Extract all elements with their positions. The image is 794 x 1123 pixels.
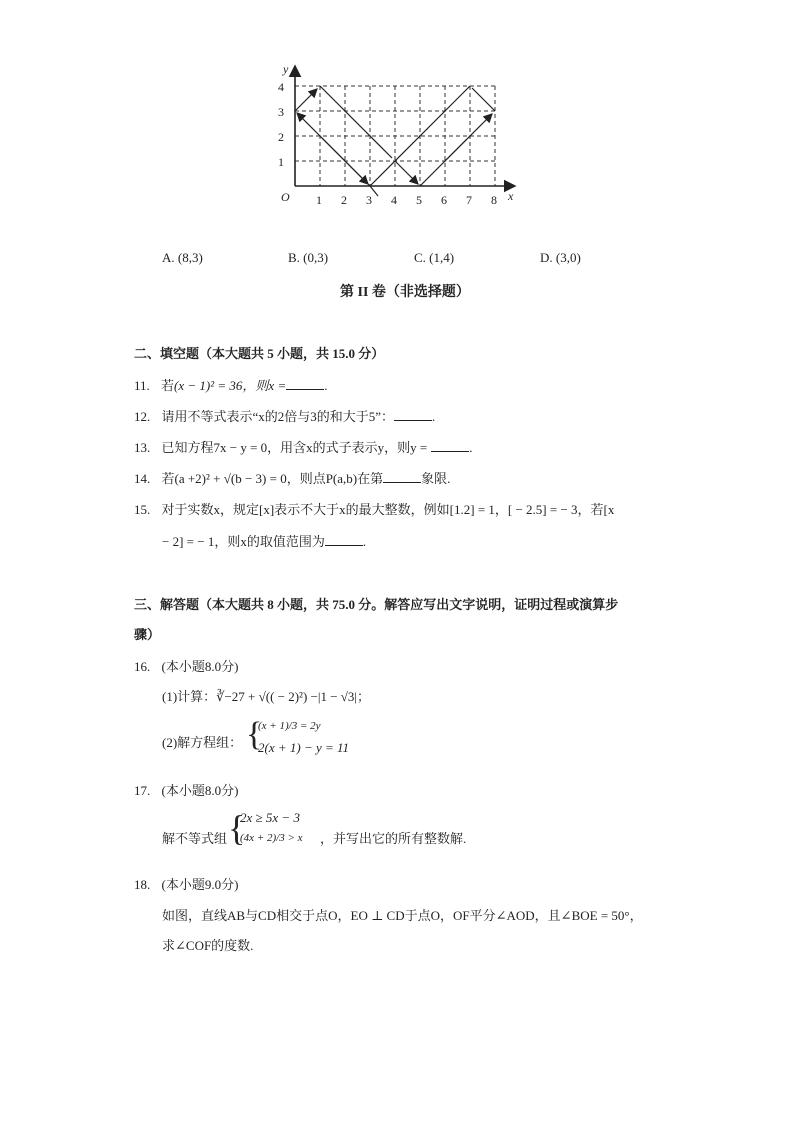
q16-part1: (1)计算：∛−27 + √(( − 2)²) −|1 − √3|； bbox=[162, 689, 371, 704]
option-value: (0,3) bbox=[303, 250, 329, 265]
option-letter: A. bbox=[162, 250, 175, 265]
section3-title: 三、解答题（本大题共 8 小题，共 75.0 分。解答应写出文字说明，证明过程或演算步 bbox=[134, 597, 619, 612]
question-score: (本小题9.0分) bbox=[161, 877, 239, 892]
q15-line2: − 2] = − 1，则x的取值范围为 bbox=[162, 534, 325, 549]
brace-icon: { bbox=[246, 716, 263, 753]
x-axis-label: x bbox=[508, 189, 514, 203]
part2-title: 第 II 卷（非选择题） bbox=[340, 285, 470, 300]
option-value: (1,4) bbox=[429, 250, 455, 265]
q15-end: . bbox=[362, 534, 367, 549]
option-c bbox=[414, 250, 454, 266]
question-score: (本小题8.0分) bbox=[161, 659, 239, 674]
q17-inequality-2: (4x + 2)/3 > x bbox=[240, 832, 303, 844]
q16-equation-1: (x + 1)/3 = 2y bbox=[258, 720, 321, 732]
x-tick-3: 3 bbox=[366, 193, 372, 207]
question-number: 17. bbox=[134, 783, 151, 798]
q14-end: 象限. bbox=[421, 471, 451, 486]
q17-body bbox=[162, 810, 492, 854]
question-number: 16. bbox=[134, 659, 151, 674]
q15-line1: 对于实数x，规定[x]表示不大于x的最大整数，例如[1.2] = 1，[ − 2.5] = − 3，若[x bbox=[161, 502, 615, 517]
section2-title: 二、填空题（本大题共 5 小题，共 15.0 分） bbox=[134, 346, 385, 361]
dashed-grid bbox=[295, 86, 495, 186]
y-tick-1: 1 bbox=[278, 155, 284, 169]
option-letter: C. bbox=[414, 250, 426, 265]
q11-text-a: 若 bbox=[161, 378, 175, 393]
q13-text: 已知方程7x − y = 0，用含x的式子表示y，则y = bbox=[161, 440, 428, 455]
q11-text-d: . bbox=[324, 378, 328, 393]
question-14 bbox=[134, 468, 450, 487]
question-number: 13. bbox=[134, 440, 151, 455]
option-d bbox=[540, 250, 581, 266]
answer-blank bbox=[394, 408, 432, 421]
answer-blank bbox=[286, 377, 324, 390]
question-number: 11. bbox=[134, 378, 150, 393]
answer-blank bbox=[383, 470, 421, 483]
q17-lead: 解不等式组 bbox=[162, 831, 228, 846]
q13-end: . bbox=[469, 440, 473, 455]
x-tick-8: 8 bbox=[491, 193, 497, 207]
y-tick-3: 3 bbox=[278, 105, 284, 119]
x-tick-1: 1 bbox=[316, 193, 322, 207]
option-value: (8,3) bbox=[177, 250, 203, 265]
question-score: (本小题8.0分) bbox=[161, 783, 239, 798]
q11-text-c: x = bbox=[268, 378, 287, 393]
question-number: 14. bbox=[134, 471, 151, 486]
x-tick-7: 7 bbox=[466, 193, 472, 207]
option-letter: D. bbox=[540, 250, 553, 265]
q16-equation-2: 2(x + 1) − y = 11 bbox=[258, 740, 350, 755]
x-tick-2: 2 bbox=[341, 193, 347, 207]
question-11 bbox=[134, 375, 327, 394]
x-tick-4: 4 bbox=[391, 193, 397, 207]
option-value: (3,0) bbox=[555, 250, 581, 265]
q18-line1: 如图，直线AB与CD相交于点O，EO ⊥ CD于点O，OF平分∠AOD，且∠BOE = 50°， bbox=[162, 908, 643, 923]
q14-text: 若(a +2)² + √(b − 3) = 0，则点P(a,b)在第 bbox=[161, 471, 384, 486]
q11-text-b: (x − 1)² = 36，则 bbox=[174, 378, 269, 393]
answer-blank bbox=[325, 533, 363, 546]
question-13 bbox=[134, 437, 473, 456]
q12-text: 请用不等式表示“x的2倍与3的和大于5”： bbox=[161, 409, 395, 424]
question-number: 18. bbox=[134, 877, 151, 892]
question-number: 12. bbox=[134, 409, 151, 424]
question-15-cont bbox=[162, 531, 366, 550]
q16-part2-label: (2)解方程组： bbox=[162, 735, 243, 750]
question-18 bbox=[134, 874, 238, 893]
q18-line2: 求∠COF的度数. bbox=[162, 938, 254, 953]
y-tick-2: 2 bbox=[278, 130, 284, 144]
question-16 bbox=[134, 656, 238, 675]
y-tick-4: 4 bbox=[278, 80, 284, 94]
x-tick-5: 5 bbox=[416, 193, 422, 207]
section3-title-cont: 骤） bbox=[134, 627, 161, 642]
option-letter: B. bbox=[288, 250, 300, 265]
y-axis-label: y bbox=[283, 62, 289, 76]
question-15 bbox=[134, 499, 614, 518]
x-tick-6: 6 bbox=[441, 193, 447, 207]
answer-blank bbox=[431, 439, 469, 452]
q17-inequality-1: 2x ≥ 5x − 3 bbox=[240, 810, 300, 825]
question-17 bbox=[134, 780, 238, 799]
brace-icon: { bbox=[228, 808, 246, 848]
q17-tail: ，并写出它的所有整数解. bbox=[320, 831, 467, 846]
question-12 bbox=[134, 406, 435, 425]
q12-end: . bbox=[432, 409, 436, 424]
question-number: 15. bbox=[134, 502, 151, 517]
option-a bbox=[162, 250, 203, 266]
origin-label: O bbox=[281, 190, 290, 204]
option-b bbox=[288, 250, 328, 266]
grid-path-figure bbox=[270, 58, 530, 208]
